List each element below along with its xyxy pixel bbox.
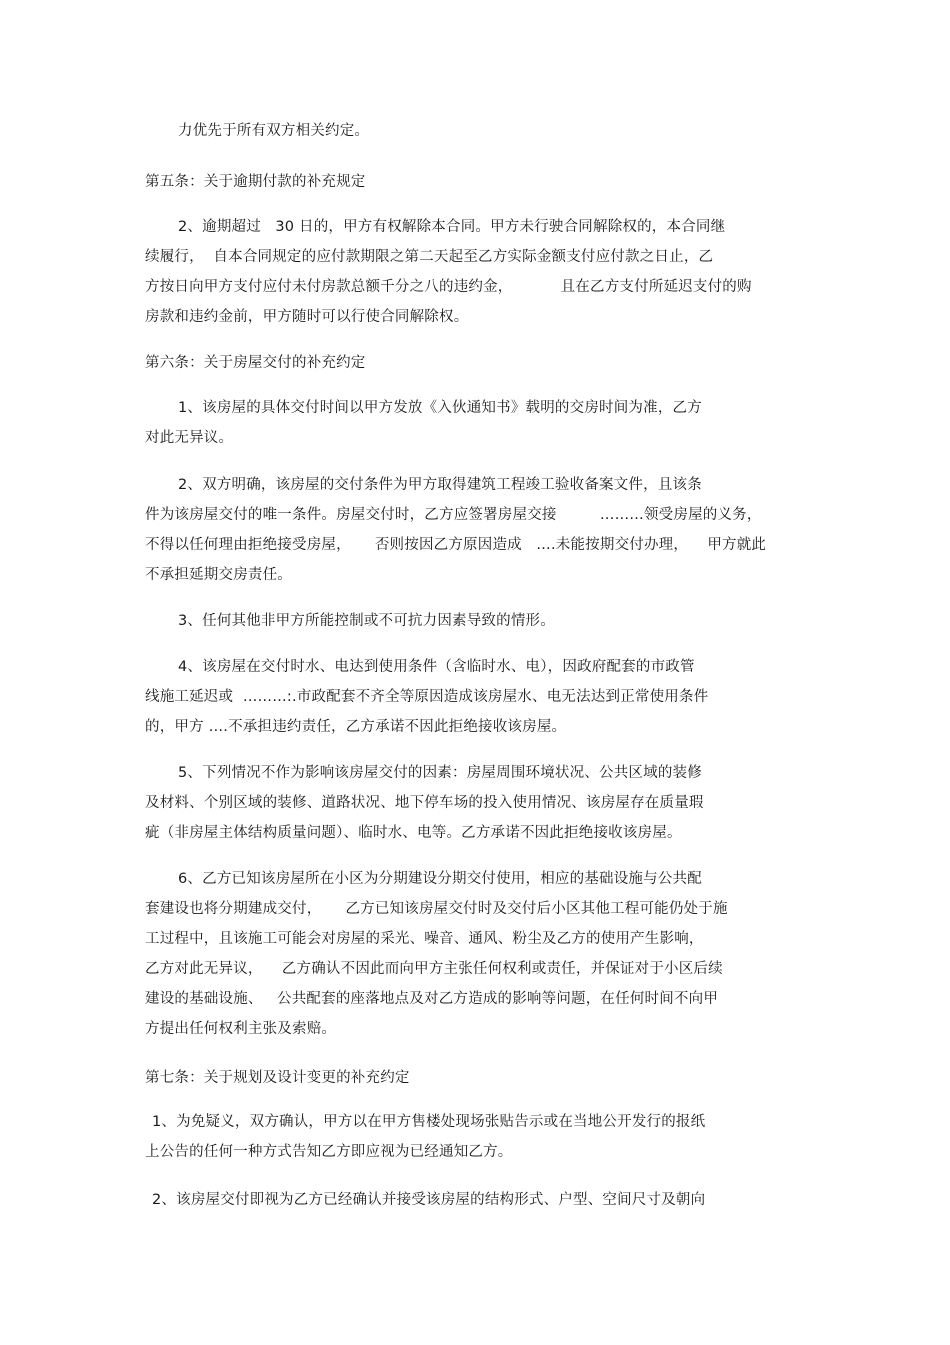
text-line: 不承担延期交房责任。 bbox=[145, 567, 292, 583]
section-heading: 第七条：关于规划及设计变更的补充约定 bbox=[145, 1070, 410, 1086]
text-line: 建设的基础设施、 公共配套的座落地点及对乙方造成的影响等问题，在任何时间不向甲 bbox=[145, 991, 719, 1007]
text-line: 2、双方明确，该房屋的交付条件为甲方取得建筑工程竣工验收备案文件，且该条 bbox=[178, 477, 702, 493]
text-line: 续履行， 自本合同规定的应付款期限之第二天起至乙方实际金额支付应付款之日止，乙 bbox=[145, 249, 714, 265]
text-line: 4、该房屋在交付时水、电达到使用条件（含临时水、电），因政府配套的市政管 bbox=[178, 659, 695, 675]
text-line: 套建设也将分期建成交付， 乙方已知该房屋交付时及交付后小区其他工程可能仍处于施 bbox=[145, 901, 728, 917]
text-line: 对此无异议。 bbox=[145, 430, 234, 446]
text-line: 6、乙方已知该房屋所在小区为分期建设分期交付使用，相应的基础设施与公共配 bbox=[178, 871, 702, 887]
text-line: 1、该房屋的具体交付时间以甲方发放《入伙通知书》载明的交房时间为准，乙方 bbox=[178, 400, 702, 416]
text-line: 线施工延迟或 ………:.市政配套不齐全等原因造成该房屋水、电无法达到正常使用条件 bbox=[145, 689, 709, 705]
text-line: 不得以任何理由拒绝接受房屋， 否则按因乙方原因造成 ….未能按期交付办理， 甲方就此 bbox=[145, 537, 767, 553]
text-line: 5、下列情况不作为影响该房屋交付的因素：房屋周围环境状况、公共区域的装修 bbox=[178, 765, 702, 781]
text-line: 疵（非房屋主体结构质量问题）、临时水、电等。乙方承诺不因此拒绝接收该房屋。 bbox=[145, 825, 682, 841]
text-line: 2、该房屋交付即视为乙方已经确认并接受该房屋的结构形式、户型、空间尺寸及朝向 bbox=[152, 1192, 706, 1208]
text-line: 及材料、个别区域的装修、道路状况、地下停车场的投入使用情况、该房屋存在质量瑕 bbox=[145, 795, 704, 811]
text-line: 乙方对此无异议， 乙方确认不因此而向甲方主张任何权利或责任，并保证对于小区后续 bbox=[145, 961, 723, 977]
text-line: 力优先于所有双方相关约定。 bbox=[178, 123, 370, 139]
text-line: 上公告的任何一种方式告知乙方即应视为已经通知乙方。 bbox=[145, 1144, 513, 1160]
text-line: 房款和违约金前，甲方随时可以行使合同解除权。 bbox=[145, 309, 469, 325]
section-heading: 第六条：关于房屋交付的补充约定 bbox=[145, 355, 366, 371]
text-line: 3、任何其他非甲方所能控制或不可抗力因素导致的情形。 bbox=[178, 613, 555, 629]
text-line: 工过程中，且该施工可能会对房屋的采光、噪音、通风、粉尘及乙方的使用产生影响， bbox=[145, 931, 704, 947]
text-line: 方提出任何权利主张及索赔。 bbox=[145, 1021, 337, 1037]
section-heading: 第五条：关于逾期付款的补充规定 bbox=[145, 174, 366, 190]
text-line: 方按日向甲方支付应付未付房款总额千分之八的违约金， 且在乙方支付所延迟支付的购 bbox=[145, 279, 752, 295]
text-line: 的，甲方 ….不承担违约责任，乙方承诺不因此拒绝接收该房屋。 bbox=[145, 719, 567, 735]
text-line: 件为该房屋交付的唯一条件。房屋交付时，乙方应签署房屋交接 ………领受房屋的义务， bbox=[145, 507, 762, 523]
text-line: 2、逾期超过 30 日的，甲方有权解除本合同。甲方未行驶合同解除权的，本合同继 bbox=[178, 219, 726, 235]
text-line: 1、为免疑义，双方确认，甲方以在甲方售楼处现场张贴告示或在当地公开发行的报纸 bbox=[152, 1114, 706, 1130]
